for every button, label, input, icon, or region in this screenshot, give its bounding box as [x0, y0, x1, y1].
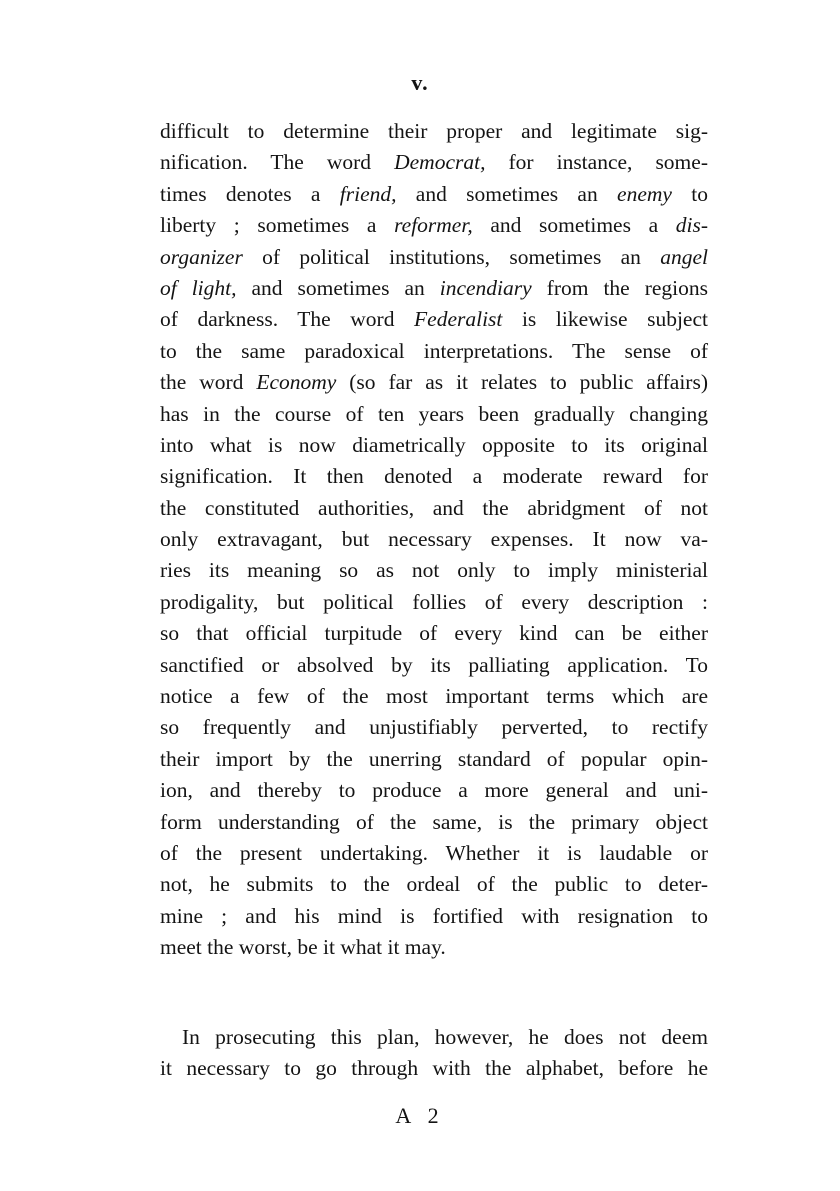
text-line	[160, 304, 708, 335]
text-line	[160, 493, 708, 524]
italic-term: of light,	[160, 275, 237, 300]
text-line	[160, 618, 708, 649]
text-segment: meet the worst, be it what it may.	[160, 935, 446, 960]
text-line	[160, 336, 708, 367]
text-line	[160, 807, 708, 838]
text-line	[160, 681, 708, 712]
text-segment: signification. It then denoted a moderate reward for	[160, 464, 708, 489]
italic-term: friend,	[339, 181, 397, 206]
text-segment: and sometimes an	[396, 181, 618, 206]
text-line	[160, 650, 708, 681]
text-line	[160, 461, 708, 492]
text-segment: so that official turpitude of every kind can be either	[160, 621, 708, 646]
text-line	[160, 210, 708, 241]
text-segment: and sometimes a	[472, 213, 676, 238]
text-line	[160, 901, 708, 932]
text-line	[160, 273, 708, 304]
text-segment: (so far as it relates to public affairs)	[336, 370, 708, 395]
text-segment: ries its meaning so as not only to imply ministerial	[160, 558, 708, 583]
text-line	[160, 147, 708, 178]
text-line	[160, 367, 708, 398]
italic-term: reformer,	[394, 213, 473, 238]
text-segment: has in the course of ten years been gradually changing	[160, 401, 708, 426]
text-segment: and sometimes an	[236, 275, 440, 300]
text-line	[160, 179, 708, 210]
text-segment: ion, and thereby to produce a more general and uni-	[160, 778, 708, 803]
text-line	[160, 932, 708, 963]
text-segment: times denotes a	[160, 181, 340, 206]
italic-term: Federalist	[414, 307, 503, 332]
page-number: v.	[411, 70, 429, 95]
text-line	[160, 869, 708, 900]
text-segment: In prosecuting this plan, however, he does not deem	[182, 1025, 708, 1049]
text-segment: for instance, some-	[485, 150, 708, 175]
italic-term: incendiary	[439, 275, 532, 300]
text-segment: nification. The word	[160, 150, 395, 175]
italic-term: organizer	[160, 244, 243, 269]
signature-mark: A 2	[395, 1103, 445, 1128]
italic-term: Democrat,	[394, 150, 486, 175]
text-line	[160, 838, 708, 869]
text-segment: mine ; and his mind is fortified with resignation to	[160, 903, 708, 928]
text-line	[160, 116, 708, 147]
text-segment: it necessary to go through with the alphabet, before he	[160, 1056, 708, 1081]
italic-term: Economy	[256, 370, 337, 395]
text-line	[160, 242, 708, 273]
text-line	[160, 524, 708, 555]
text-segment: of political institutions, sometimes an	[242, 244, 661, 269]
text-segment: into what is now diametrically opposite to its original	[160, 432, 708, 457]
text-segment: form understanding of the same, is the primary object	[160, 809, 708, 834]
text-segment: notice a few of the most important terms which are	[160, 684, 708, 709]
text-segment: prodigality, but political follies of every description :	[160, 589, 708, 614]
text-segment: the constituted authorities, and the abridgment of not	[160, 495, 708, 520]
italic-term: angel	[660, 244, 708, 269]
text-segment: difficult to determine their proper and legitimate sig-	[160, 119, 708, 143]
text-segment: of the present undertaking. Whether it is laudable or	[160, 840, 708, 865]
text-line	[160, 712, 708, 743]
paragraph-plan	[160, 1022, 708, 1085]
text-line	[160, 775, 708, 806]
text-segment: to	[671, 181, 708, 206]
text-line	[160, 587, 708, 618]
italic-term: dis-	[675, 213, 708, 238]
text-line	[160, 744, 708, 775]
text-line	[160, 430, 708, 461]
text-segment: not, he submits to the ordeal of the public to deter-	[160, 872, 708, 897]
text-segment: their import by the unerring standard of popular opin-	[160, 746, 708, 771]
text-segment: liberty ; sometimes a	[160, 213, 395, 238]
text-line	[160, 1022, 708, 1053]
text-segment: only extravagant, but necessary expenses. It now va-	[160, 527, 708, 552]
text-line	[160, 555, 708, 586]
text-segment: sanctified or absolved by its palliating application. To	[160, 652, 708, 677]
text-segment: so frequently and unjustifiably perverted, to rectify	[160, 715, 708, 740]
text-segment: from the regions	[531, 275, 708, 300]
text-segment: is likewise subject	[502, 307, 708, 332]
italic-term: enemy	[617, 181, 672, 206]
text-segment: to the same paradoxical interpretations. The sense of	[160, 338, 708, 363]
text-line	[160, 1053, 708, 1084]
text-line	[160, 399, 708, 430]
paragraph-preface-continued	[160, 116, 708, 964]
text-segment: of darkness. The word	[160, 307, 415, 332]
text-segment: the word	[160, 370, 257, 395]
